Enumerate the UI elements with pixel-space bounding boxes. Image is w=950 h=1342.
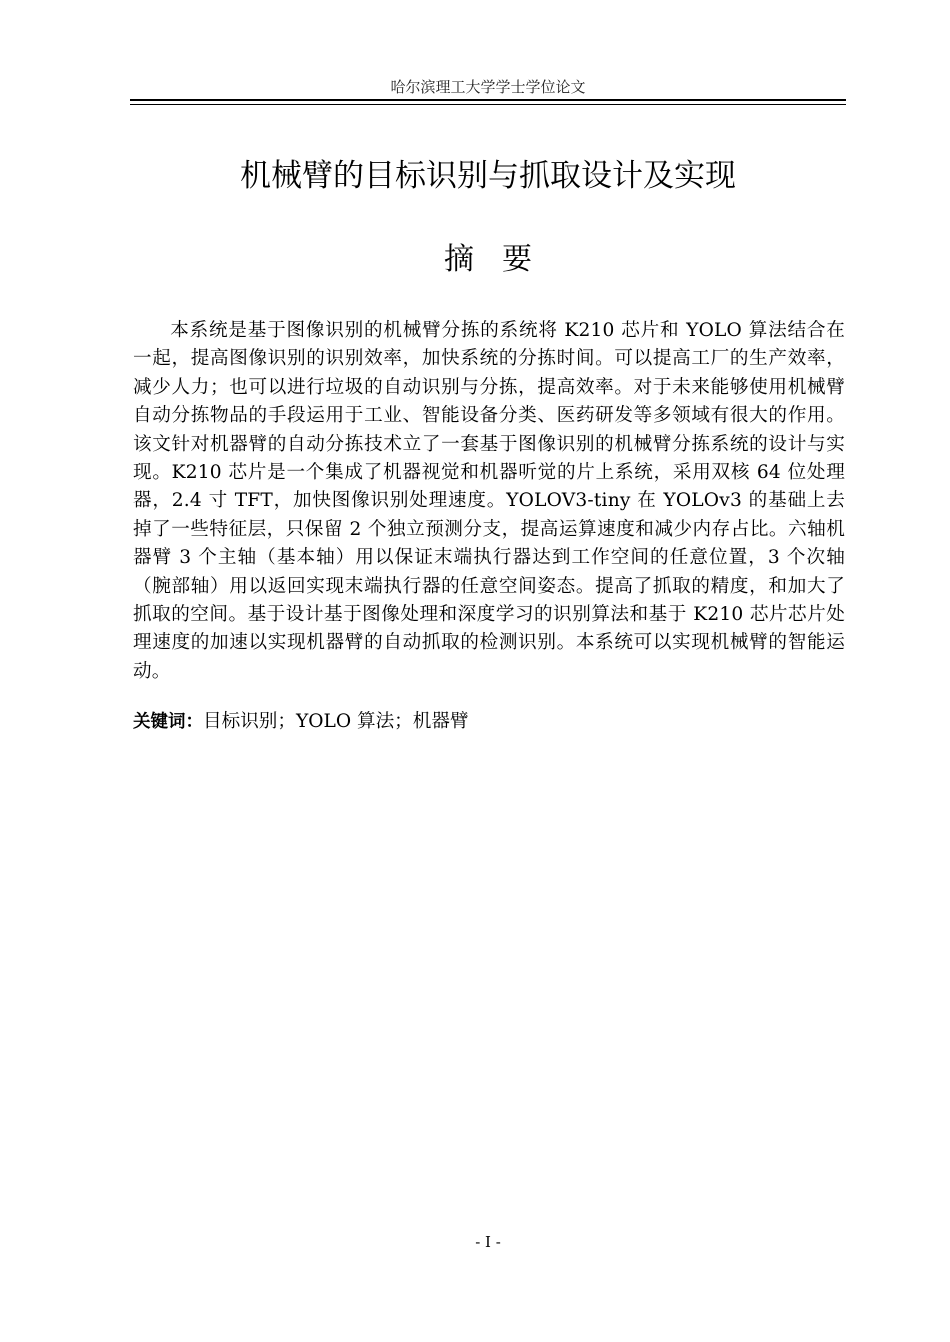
abstract-heading: 摘要 [444,242,560,277]
keywords-label: 关键词： [133,712,203,732]
page-number: - I - [475,1233,501,1251]
keywords-line [133,708,845,736]
thesis-title: 机械臂的目标识别与抓取设计及实现 [240,158,736,194]
header-rule-thick [130,99,846,101]
header-rule-thin [130,104,846,105]
abstract-body: 本系统是基于图像识别的机械臂分拣的系统将 K210 芯片和 YOLO 算法结合在一起，提高图像识别的识别效率，加快系统的分拣时间。可以提高工厂的生产效率，减少人力；也可以进行垃圾的自动识别与分拣，提高效率。对于未来能够使用机械臂自动分拣物品的手段运用于工业、智能设备分类、医药研发等多领域有很大的作用。该文针对机器臂的自动分拣技术立了一套基于图像识别的机械臂分拣系统的设计与实现。K210 芯片是一个集成了机器视觉和机器听觉的片上系统，采用双核 64 位处理器，2.4 寸 TFT，加快图像识别处理速度。YOLOV3-tiny 在 YOLOv3 的基础上去掉了一些特征层，只保留 2 个独立预测分支，提高运算速度和减少内存占比。六轴机器臂 3 个主轴（基本轴）用以保证末端执行器达到工作空间的任意位置，3 个次轴（腕部轴）用以返回实现末端执行器的任意空间姿态。提高了抓取的精度，和加大了抓取的空间。基于设计基于图像处理和深度学习的识别算法和基于 K210 芯片芯片处理速度的加速以实现机器臂的自动抓取的检测识别。本系统可以实现机械臂的智能运动。 [133,320,845,682]
keywords-value: 目标识别；YOLO 算法；机器臂 [203,711,469,732]
running-header: 哈尔滨理工大学学士学位论文 [390,78,586,96]
